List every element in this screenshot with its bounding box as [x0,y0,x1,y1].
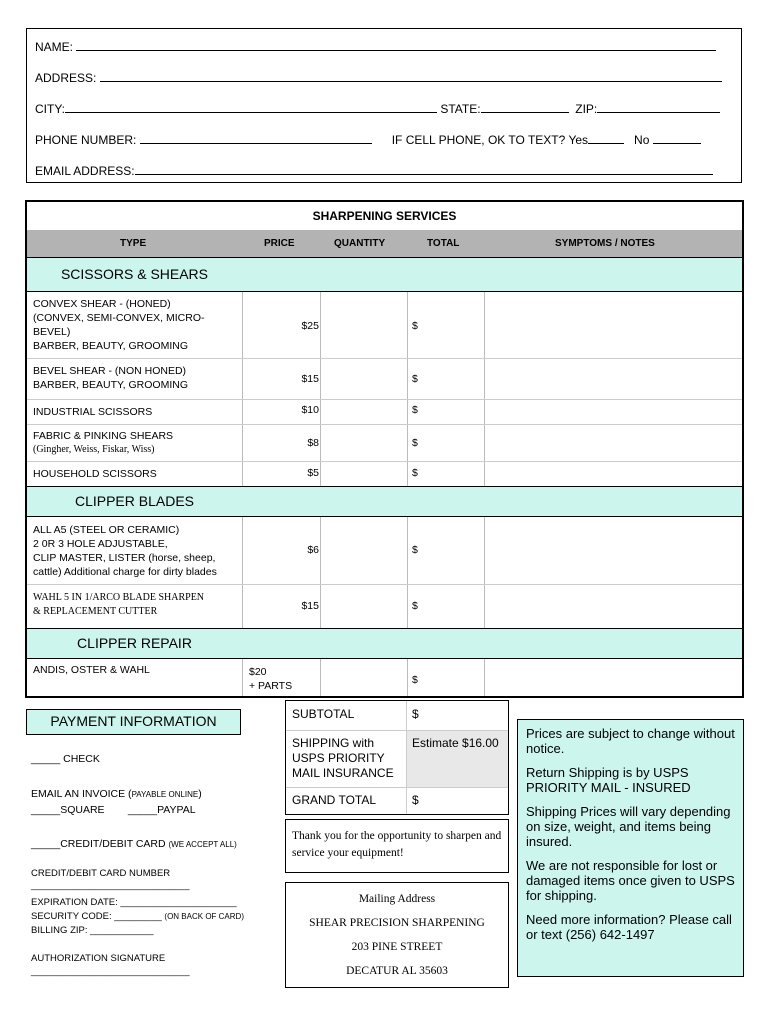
divider [286,787,508,788]
section-title: CLIPPER BLADES [74,493,195,509]
section-clipper-blades [27,486,742,517]
mailing-name: SHEAR PRECISION SHARPENING [309,917,485,929]
authorization-signature-field[interactable]: ______________________________ [31,966,190,977]
row-type: HOUSEHOLD SCISSORS [33,468,157,480]
row-type [33,591,204,619]
row-price: $15 [301,373,319,385]
type-line: & REPLACEMENT CUTTER [33,606,158,617]
table-row [27,359,742,400]
email-row [35,163,733,178]
city-row [35,101,733,116]
city-label: CITY: [35,102,66,116]
services-title: SHARPENING SERVICES [27,202,742,231]
row-total[interactable]: $ [412,404,418,416]
row-total[interactable]: $ [412,467,418,479]
note-return-shipping: Return Shipping is by USPS PRIORITY MAIL - INSURED [526,765,691,795]
card-number-label: CREDIT/DEBIT CARD NUMBER [31,868,171,879]
mailing-city: DECATUR AL 35603 [346,965,448,977]
price-line: $20 [249,666,267,678]
type-line: CLIP MASTER, LISTER (horse, sheep, [33,552,216,564]
phone-row [35,132,733,147]
table-row [27,462,742,486]
authorization-label: AUTHORIZATION SIGNATURE [31,953,166,964]
row-price: $15 [301,600,319,612]
type-line: BARBER, BEAUTY, GROOMING [33,340,189,352]
email-field[interactable] [135,163,713,175]
shipping-line: USPS PRIORITY [292,751,385,765]
name-row [35,39,733,54]
row-type [33,297,205,353]
row-price: $25 [301,320,319,332]
invoice-note: PAYABLE ONLINE [131,790,199,799]
row-total[interactable]: $ [412,674,418,686]
header-quantity: QUANTITY [334,238,386,249]
expiration-field[interactable]: EXPIRATION DATE: ______________________ [31,897,237,908]
row-price [249,665,292,693]
phone-field[interactable] [140,132,372,144]
header-price: PRICE [264,238,295,249]
row-type [33,364,188,392]
table-header [27,230,742,258]
card-note: (WE ACCEPT ALL) [168,840,237,849]
price-line: + PARTS [249,680,293,692]
header-type: TYPE [120,238,147,249]
type-line: WAHL 5 IN 1/ARCO BLADE SHARPEN [33,592,205,603]
shipping-value: Estimate $16.00 [412,736,499,750]
no-label: No [634,133,650,147]
type-line: BEVEL) [33,326,71,338]
subtotal-label: SUBTOTAL [292,707,355,721]
note-shipping-prices: Shipping Prices will vary depending on size, weight, and items being insured. [526,804,731,849]
type-line: (Gingher, Weiss, Fiskar, Wiss) [33,444,155,455]
table-row [27,659,742,696]
section-scissors-shears [27,257,742,292]
name-label: NAME: [35,40,74,54]
row-total[interactable]: $ [412,437,418,449]
security-note: (ON BACK OF CARD) [164,912,244,921]
type-line: CONVEX SHEAR - (HONED) [33,298,171,310]
order-summary [285,700,509,815]
table-row [27,292,742,359]
payment-info-title: PAYMENT INFORMATION [26,709,241,735]
thank-you-note: Thank you for the opportunity to sharpen and service your equipment! [285,819,509,873]
mailing-street: 203 PINE STREET [351,941,443,953]
table-row [27,400,742,425]
card-label: _____CREDIT/DEBIT CARD [31,838,169,850]
type-line: cattle) Additional charge for dirty blades [33,566,217,578]
shipping-line: MAIL INSURANCE [292,766,394,780]
billing-zip-field[interactable]: BILLING ZIP: ____________ [31,925,154,936]
grand-total-value[interactable]: $ [412,793,419,807]
row-type: INDUSTRIAL SCISSORS [33,406,153,418]
address-row [35,70,733,85]
type-line: ALL A5 (STEEL OR CERAMIC) [33,524,180,536]
grand-total-label: GRAND TOTAL [292,793,377,807]
security-code-field[interactable] [31,911,244,922]
square-paypal-option[interactable]: _____SQUARE _____PAYPAL [31,804,196,816]
row-price: $5 [307,467,319,479]
shipping-label [292,736,394,781]
card-option[interactable] [31,838,237,850]
email-label: EMAIL ADDRESS: [35,164,135,178]
row-type [33,429,173,457]
section-title: SCISSORS & SHEARS [60,266,209,282]
zip-label: ZIP: [575,102,598,116]
yes-field[interactable] [588,132,624,144]
yes-label: Yes [568,133,589,147]
city-field[interactable] [65,101,437,113]
type-line: BEVEL SHEAR - (NON HONED) [33,365,187,377]
customer-info-box [26,28,742,183]
subtotal-value[interactable]: $ [412,707,419,721]
header-total: TOTAL [427,238,460,249]
invoice-close: ) [198,788,202,800]
phone-label: PHONE NUMBER: [35,133,137,147]
row-price: $6 [307,544,319,556]
row-type: ANDIS, OSTER & WAHL [33,664,150,676]
card-number-field[interactable]: ______________________________ [31,880,190,891]
row-total[interactable]: $ [412,544,418,556]
type-line: (CONVEX, SEMI-CONVEX, MICRO- [33,312,205,324]
mailing-title: Mailing Address [358,893,436,905]
note-liability: We are not responsible for lost or damaged items once given to USPS for shipping. [526,858,735,903]
note-contact: Need more information? Please call or text (256) 642-1497 [526,912,732,942]
invoice-option[interactable] [31,788,202,800]
no-field[interactable] [653,132,701,144]
row-total[interactable]: $ [412,320,418,332]
terms-notes-box [517,719,744,977]
sharpening-services-table [25,200,744,698]
table-row [27,517,742,585]
row-price: $8 [307,437,319,449]
type-line: 2 0R 3 HOLE ADJUSTABLE, [33,538,168,550]
address-field[interactable] [100,70,722,82]
row-total[interactable]: $ [412,373,418,385]
header-notes: SYMPTOMS / NOTES [555,238,655,249]
section-title: CLIPPER REPAIR [77,635,192,651]
security-label: SECURITY CODE: _________ [31,911,165,922]
state-field[interactable] [481,101,569,113]
row-price: $10 [301,404,319,416]
name-field[interactable] [76,39,716,51]
address-label: ADDRESS: [35,71,97,85]
check-option[interactable]: _____ CHECK [31,753,100,765]
table-row [27,425,742,462]
cell-text-label: IF CELL PHONE, OK TO TEXT? [391,133,566,147]
mailing-address-box [285,882,509,988]
row-type [33,523,217,579]
shipping-line: SHIPPING with [292,736,375,750]
table-row [27,585,742,627]
state-label: STATE: [440,102,481,116]
type-line: BARBER, BEAUTY, GROOMING [33,379,189,391]
section-clipper-repair [27,628,742,659]
note-prices: Prices are subject to change without notice. [526,726,735,756]
row-total[interactable]: $ [412,600,418,612]
invoice-label: EMAIL AN INVOICE ( [31,788,132,800]
zip-field[interactable] [597,101,720,113]
type-line: FABRIC & PINKING SHEARS [33,430,174,442]
